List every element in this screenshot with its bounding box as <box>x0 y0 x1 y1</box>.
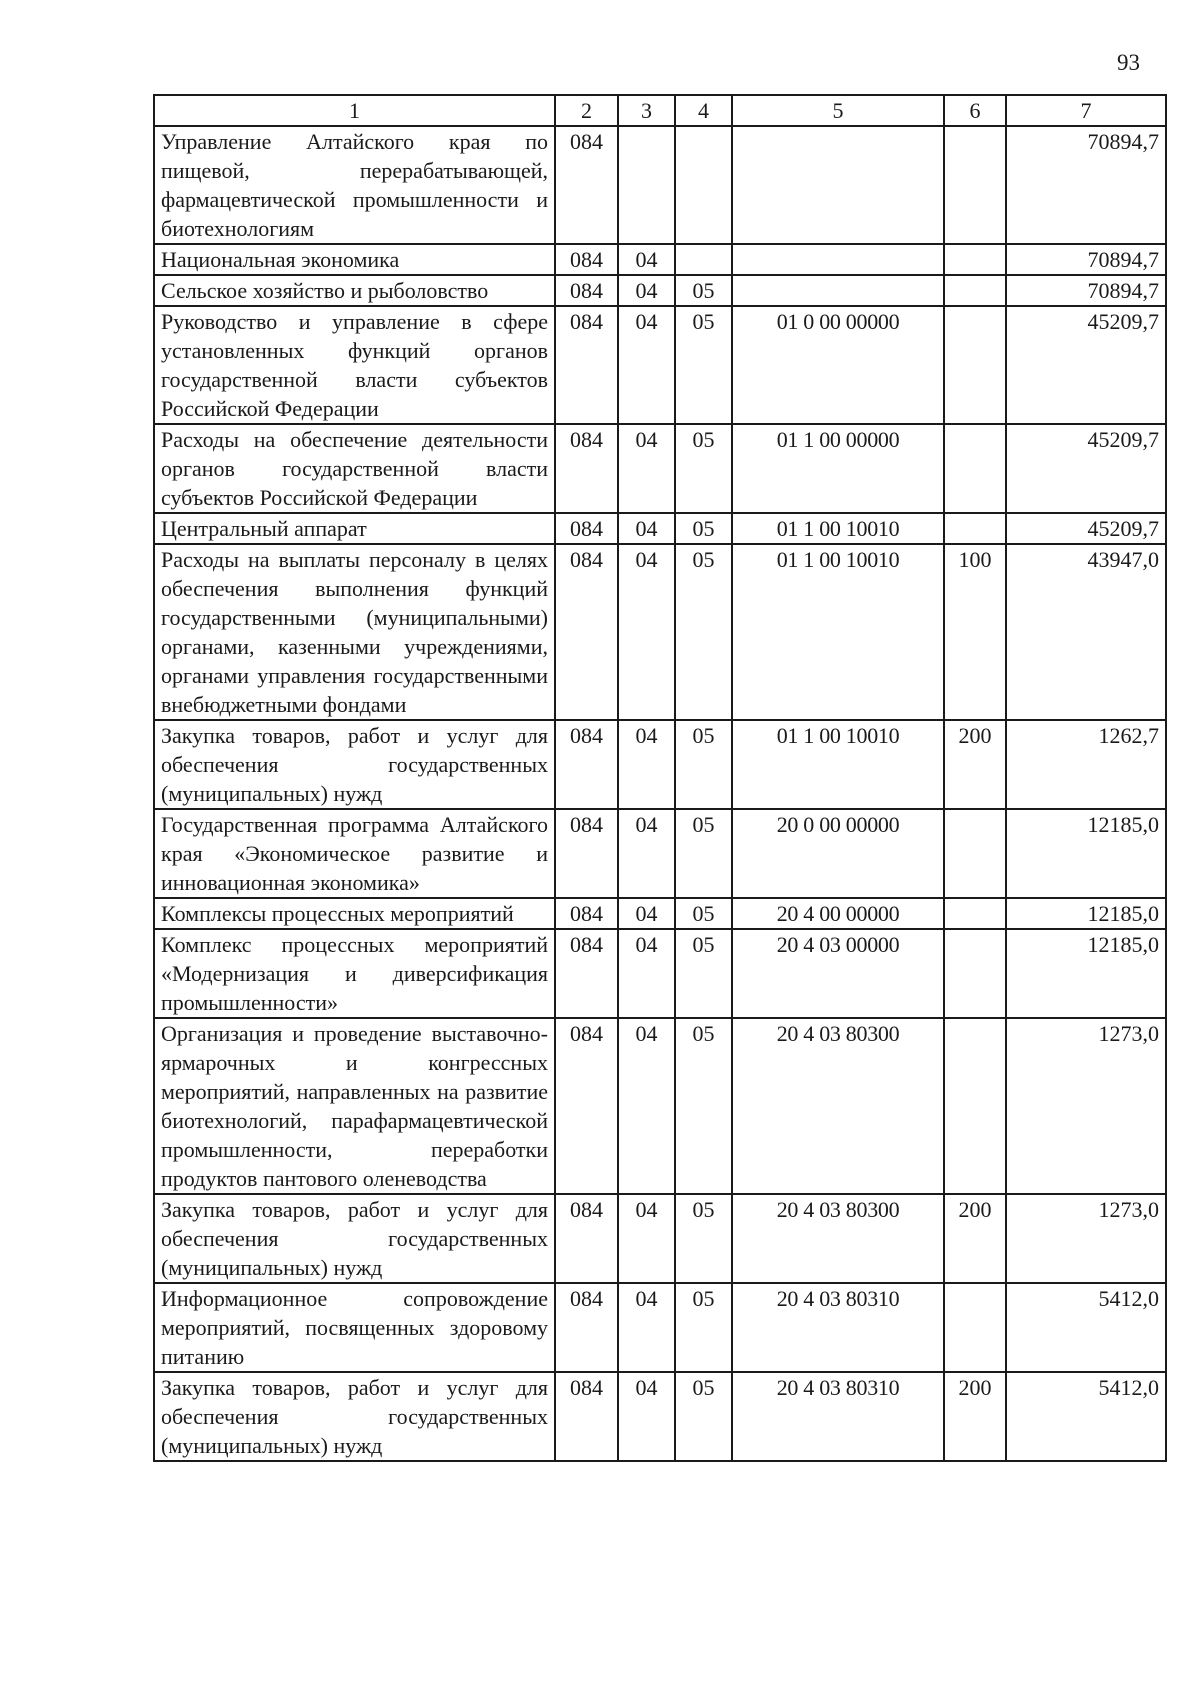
header-cell-5: 5 <box>732 95 944 126</box>
amount-cell: 45209,7 <box>1006 424 1166 513</box>
table-row <box>154 1018 1166 1194</box>
section-code-cell: 04 <box>618 1194 675 1283</box>
ministry-code-cell: 084 <box>555 809 618 898</box>
table-row <box>154 544 1166 720</box>
target-article-cell <box>732 275 944 306</box>
row-name-cell: Расходы на выплаты персоналу в целях обеспечения выполнения функций государственными (муниципальными) органами, казенными учреждениями, органами управления государственными внебюджетными фондами <box>154 544 555 720</box>
budget-table <box>153 94 1167 1462</box>
header-cell-7: 7 <box>1006 95 1166 126</box>
amount-cell: 1273,0 <box>1006 1194 1166 1283</box>
table-row <box>154 809 1166 898</box>
table-row <box>154 126 1166 244</box>
section-code-cell: 04 <box>618 1018 675 1194</box>
ministry-code-cell: 084 <box>555 126 618 244</box>
target-article-cell: 20 0 00 00000 <box>732 809 944 898</box>
amount-cell: 45209,7 <box>1006 513 1166 544</box>
section-code-cell: 04 <box>618 898 675 929</box>
amount-cell: 45209,7 <box>1006 306 1166 424</box>
row-name-cell: Сельское хозяйство и рыболовство <box>154 275 555 306</box>
subsection-code-cell <box>675 126 732 244</box>
ministry-code-cell: 084 <box>555 1283 618 1372</box>
target-article-cell: 01 0 00 00000 <box>732 306 944 424</box>
amount-cell: 43947,0 <box>1006 544 1166 720</box>
section-code-cell: 04 <box>618 1372 675 1461</box>
ministry-code-cell: 084 <box>555 244 618 275</box>
expense-type-cell: 200 <box>944 1372 1006 1461</box>
expense-type-cell <box>944 1283 1006 1372</box>
ministry-code-cell: 084 <box>555 929 618 1018</box>
section-code-cell: 04 <box>618 244 675 275</box>
ministry-code-cell: 084 <box>555 1018 618 1194</box>
section-code-cell: 04 <box>618 513 675 544</box>
row-name-cell: Закупка товаров, работ и услуг для обеспечения государственных (муниципальных) нужд <box>154 720 555 809</box>
expense-type-cell <box>944 809 1006 898</box>
header-cell-3: 3 <box>618 95 675 126</box>
target-article-cell: 20 4 03 80310 <box>732 1283 944 1372</box>
target-article-cell <box>732 244 944 275</box>
target-article-cell: 20 4 00 00000 <box>732 898 944 929</box>
target-article-cell: 01 1 00 10010 <box>732 544 944 720</box>
amount-cell: 12185,0 <box>1006 809 1166 898</box>
row-name-cell: Расходы на обеспечение деятельности органов государственной власти субъектов Российской Федерации <box>154 424 555 513</box>
row-name-cell: Центральный аппарат <box>154 513 555 544</box>
expense-type-cell: 200 <box>944 720 1006 809</box>
subsection-code-cell: 05 <box>675 809 732 898</box>
amount-cell: 5412,0 <box>1006 1372 1166 1461</box>
section-code-cell <box>618 126 675 244</box>
section-code-cell: 04 <box>618 929 675 1018</box>
target-article-cell <box>732 126 944 244</box>
target-article-cell: 20 4 03 00000 <box>732 929 944 1018</box>
table-row <box>154 513 1166 544</box>
subsection-code-cell: 05 <box>675 306 732 424</box>
amount-cell: 12185,0 <box>1006 898 1166 929</box>
table-row <box>154 898 1166 929</box>
table-row <box>154 1372 1166 1461</box>
row-name-cell: Комплекс процессных мероприятий «Модернизация и диверсификация промышленности» <box>154 929 555 1018</box>
row-name-cell: Управление Алтайского края по пищевой, перерабатывающей, фармацевтической промышленности и биотехнологиям <box>154 126 555 244</box>
table-row <box>154 424 1166 513</box>
amount-cell: 1262,7 <box>1006 720 1166 809</box>
ministry-code-cell: 084 <box>555 424 618 513</box>
header-cell-2: 2 <box>555 95 618 126</box>
section-code-cell: 04 <box>618 544 675 720</box>
subsection-code-cell <box>675 244 732 275</box>
row-name-cell: Информационное сопровождение мероприятий, посвященных здоровому питанию <box>154 1283 555 1372</box>
row-name-cell: Комплексы процессных мероприятий <box>154 898 555 929</box>
expense-type-cell <box>944 275 1006 306</box>
row-name-cell: Государственная программа Алтайского края «Экономическое развитие и инновационная экономика» <box>154 809 555 898</box>
subsection-code-cell: 05 <box>675 1372 732 1461</box>
section-code-cell: 04 <box>618 1283 675 1372</box>
ministry-code-cell: 084 <box>555 1372 618 1461</box>
section-code-cell: 04 <box>618 809 675 898</box>
ministry-code-cell: 084 <box>555 898 618 929</box>
header-cell-6: 6 <box>944 95 1006 126</box>
section-code-cell: 04 <box>618 424 675 513</box>
target-article-cell: 01 1 00 00000 <box>732 424 944 513</box>
expense-type-cell <box>944 1018 1006 1194</box>
expense-type-cell <box>944 898 1006 929</box>
row-name-cell: Руководство и управление в сфере установленных функций органов государственной власти субъектов Российской Федерации <box>154 306 555 424</box>
target-article-cell: 20 4 03 80310 <box>732 1372 944 1461</box>
expense-type-cell <box>944 126 1006 244</box>
table-row <box>154 1283 1166 1372</box>
ministry-code-cell: 084 <box>555 544 618 720</box>
subsection-code-cell: 05 <box>675 513 732 544</box>
section-code-cell: 04 <box>618 720 675 809</box>
expense-type-cell <box>944 306 1006 424</box>
amount-cell: 1273,0 <box>1006 1018 1166 1194</box>
row-name-cell: Национальная экономика <box>154 244 555 275</box>
subsection-code-cell: 05 <box>675 424 732 513</box>
amount-cell: 70894,7 <box>1006 275 1166 306</box>
table-row <box>154 275 1166 306</box>
ministry-code-cell: 084 <box>555 306 618 424</box>
table-row <box>154 720 1166 809</box>
table-row <box>154 1194 1166 1283</box>
amount-cell: 70894,7 <box>1006 126 1166 244</box>
subsection-code-cell: 05 <box>675 1018 732 1194</box>
subsection-code-cell: 05 <box>675 929 732 1018</box>
amount-cell: 70894,7 <box>1006 244 1166 275</box>
page-number: 93 <box>1117 50 1140 75</box>
subsection-code-cell: 05 <box>675 1194 732 1283</box>
subsection-code-cell: 05 <box>675 544 732 720</box>
header-cell-1: 1 <box>154 95 555 126</box>
target-article-cell: 01 1 00 10010 <box>732 720 944 809</box>
ministry-code-cell: 084 <box>555 720 618 809</box>
subsection-code-cell: 05 <box>675 1283 732 1372</box>
amount-cell: 5412,0 <box>1006 1283 1166 1372</box>
expense-type-cell <box>944 424 1006 513</box>
expense-type-cell <box>944 513 1006 544</box>
target-article-cell: 20 4 03 80300 <box>732 1018 944 1194</box>
subsection-code-cell: 05 <box>675 275 732 306</box>
subsection-code-cell: 05 <box>675 720 732 809</box>
row-name-cell: Закупка товаров, работ и услуг для обеспечения государственных (муниципальных) нужд <box>154 1194 555 1283</box>
target-article-cell: 01 1 00 10010 <box>732 513 944 544</box>
expense-type-cell <box>944 929 1006 1018</box>
amount-cell: 12185,0 <box>1006 929 1166 1018</box>
table-row <box>154 306 1166 424</box>
expense-type-cell <box>944 244 1006 275</box>
section-code-cell: 04 <box>618 275 675 306</box>
section-code-cell: 04 <box>618 306 675 424</box>
header-row <box>154 95 1166 126</box>
target-article-cell: 20 4 03 80300 <box>732 1194 944 1283</box>
expense-type-cell: 100 <box>944 544 1006 720</box>
table-row <box>154 244 1166 275</box>
row-name-cell: Организация и проведение выставочно-ярмарочных и конгрессных мероприятий, направленных на развитие биотехнологий, парафармацевтической промышленности, переработки продуктов пантового оленеводства <box>154 1018 555 1194</box>
ministry-code-cell: 084 <box>555 513 618 544</box>
header-cell-4: 4 <box>675 95 732 126</box>
table-row <box>154 929 1166 1018</box>
expense-type-cell: 200 <box>944 1194 1006 1283</box>
row-name-cell: Закупка товаров, работ и услуг для обеспечения государственных (муниципальных) нужд <box>154 1372 555 1461</box>
table-body <box>154 126 1166 1461</box>
ministry-code-cell: 084 <box>555 275 618 306</box>
subsection-code-cell: 05 <box>675 898 732 929</box>
ministry-code-cell: 084 <box>555 1194 618 1283</box>
